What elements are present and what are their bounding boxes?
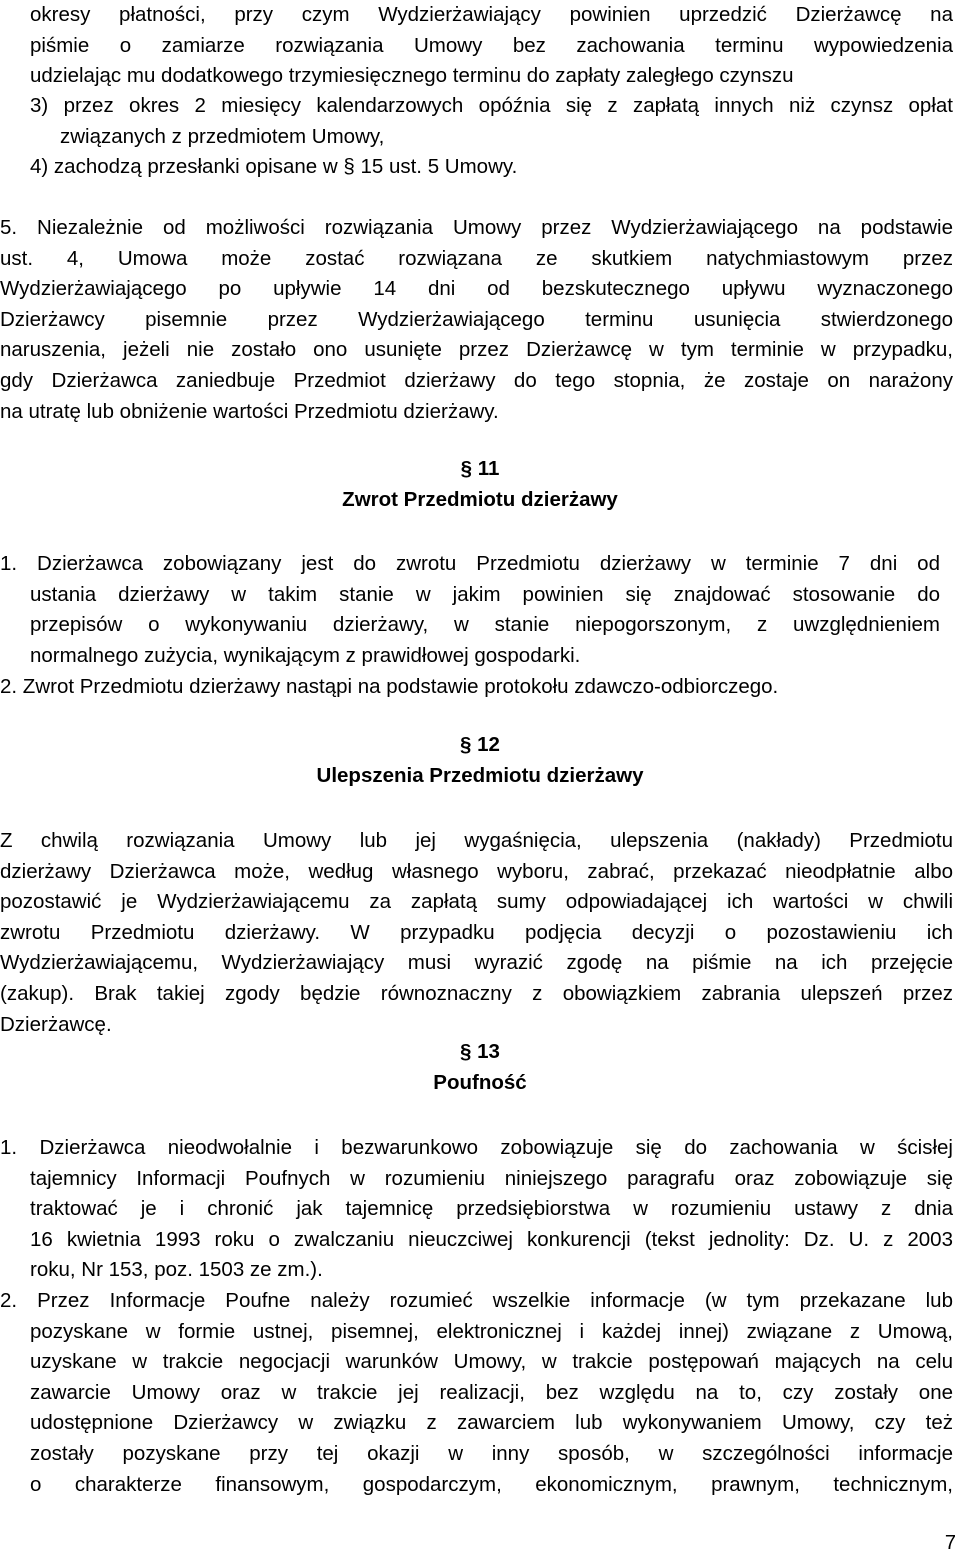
text-line: zwrotu Przedmiotu dzierżawy. W przypadku podjęcia decyzji o pozostawieniu ich xyxy=(0,920,953,944)
text-line: 5. Niezależnie od możliwości rozwiązania Umowy przez Wydzierżawiającego na podstawie xyxy=(0,216,953,239)
page-number: 7 xyxy=(944,1532,956,1554)
text-line: udzielając mu dodatkowego trzymiesięcznego terminu do zapłaty zaległego czynszu xyxy=(30,64,794,88)
text-line: traktować je i chronić jak tajemnicę przedsiębiorstwa w rozumieniu ustawy z dnia xyxy=(30,1197,953,1221)
section-title: Ulepszenia Przedmiotu dzierżawy xyxy=(316,764,644,787)
text-line: normalnego zużycia, wynikającym z prawidłowej gospodarki. xyxy=(30,643,581,667)
section-number: § 12 xyxy=(460,733,500,756)
section-number: § 11 xyxy=(460,457,500,480)
point-5-paragraph xyxy=(0,213,953,427)
text-line: 2. Przez Informacje Poufne należy rozumieć wszelkie informacje (w tym przekazane lub xyxy=(0,1289,953,1312)
text-line: Dzierżawcy pisemnie przez Wydzierżawiającego terminu usunięcia stwierdzonego xyxy=(0,307,953,331)
text-line: na utratę lub obniżenie wartości Przedmiotu dzierżawy. xyxy=(0,399,499,423)
text-line: 1. Dzierżawca zobowiązany jest do zwrotu Przedmiotu dzierżawy w terminie 7 dni od xyxy=(0,552,940,575)
text-line: naruszenia, jeżeli nie zostało ono usunięte przez Dzierżawcę w tym terminie w przypadku, xyxy=(0,338,953,362)
text-line: uzyskane w trakcie negocjacji warunków Umowy, w trakcie postępowań mających na celu xyxy=(30,1350,953,1374)
text-line: (zakup). Brak takiej zgody będzie równoznaczny z obowiązkiem zabrania ulepszeń przez xyxy=(0,981,953,1005)
section-paragraph xyxy=(0,826,953,1040)
text-line: 1. Dzierżawca nieodwołalnie i bezwarunkowo zobowiązuje się do zachowania w ścisłej xyxy=(0,1136,953,1159)
text-line: 16 kwietnia 1993 roku o zwalczaniu nieuczciwej konkurencji (tekst jednolity: Dz. U. z 2003 xyxy=(30,1227,953,1251)
text-line: przepisów o wykonywaniu dzierżawy, w stanie niepogorszonym, z uwzględnieniem xyxy=(30,613,940,637)
text-line: udostępnione Dzierżawcy w związku z zawarciem lub wykonywaniem Umowy, czy też xyxy=(30,1411,953,1435)
text-line: tajemnicy Informacji Poufnych w rozumieniu niniejszego paragrafu oraz zobowiązuje się xyxy=(30,1166,953,1190)
text-line: 3) przez okres 2 miesięcy kalendarzowych opóźnia się z zapłatą innych niż czynsz opłat xyxy=(30,94,953,117)
continuation-text xyxy=(30,0,953,92)
text-line: pozyskane w formie ustnej, pisemnej, elektronicznej i każdej innej) związane z Umową, xyxy=(30,1319,953,1343)
text-line: zostały pozyskane przy tej okazji w inny sposób, w szczególności informacje xyxy=(30,1441,953,1465)
text-line: Wydzierżawiającego po upływie 14 dni od bezskutecznego upływu wyznaczonego xyxy=(0,277,953,301)
section-paragraph xyxy=(0,549,940,671)
text-line: piśmie o zamiarze rozwiązania Umowy bez zachowania terminu wypowiedzenia xyxy=(30,33,953,57)
list-item xyxy=(30,152,953,183)
text-line: o charakterze finansowym, gospodarczym, ekonomicznym, prawnym, technicznym, xyxy=(30,1472,953,1496)
text-line: Wydzierżawiającemu, Wydzierżawiający musi wyrazić zgodę na piśmie na ich przejęcie xyxy=(0,951,953,975)
text-line: okresy płatności, przy czym Wydzierżawiający powinien uprzedzić Dzierżawcę na xyxy=(30,3,953,26)
section-title: Zwrot Przedmiotu dzierżawy xyxy=(342,488,618,511)
text-line: 4) zachodzą przesłanki opisane w § 15 ust. 5 Umowy. xyxy=(30,155,518,178)
text-line: pozostawić je Wydzierżawiającemu za zapłatą sumy odpowiadającej ich wartości w chwili xyxy=(0,890,953,914)
section-number: § 13 xyxy=(460,1040,500,1063)
text-line: roku, Nr 153, poz. 1503 ze zm.). xyxy=(30,1258,323,1282)
section-paragraph xyxy=(0,1133,953,1286)
section-paragraph xyxy=(0,1286,953,1500)
text-line: dzierżawy Dzierżawca może, według własnego wyboru, zabrać, przekazać nieodpłatnie albo xyxy=(0,859,953,883)
text-line: 2. Zwrot Przedmiotu dzierżawy nastąpi na podstawie protokołu zdawczo-odbiorczego. xyxy=(0,675,779,698)
text-line: ustania dzierżawy w takim stanie w jakim powinien się znajdować stosowanie do xyxy=(30,582,940,606)
list-item xyxy=(30,91,953,152)
section-title: Poufność xyxy=(433,1071,527,1094)
text-line: ust. 4, Umowa może zostać rozwiązana ze skutkiem natychmiastowym przez xyxy=(0,246,953,270)
text-line: Dzierżawcę. xyxy=(0,1012,112,1036)
text-line: zawarcie Umowy oraz w trakcie jej realizacji, bez względu na to, czy zostały one xyxy=(30,1380,953,1404)
text-line: gdy Dzierżawca zaniedbuje Przedmiot dzierżawy do tego stopnia, że zostaje on narażony xyxy=(0,368,953,392)
section-paragraph xyxy=(0,672,940,703)
text-line: Z chwilą rozwiązania Umowy lub jej wygaśnięcia, ulepszenia (nakłady) Przedmiotu xyxy=(0,829,953,852)
text-line: związanych z przedmiotem Umowy, xyxy=(60,124,385,148)
